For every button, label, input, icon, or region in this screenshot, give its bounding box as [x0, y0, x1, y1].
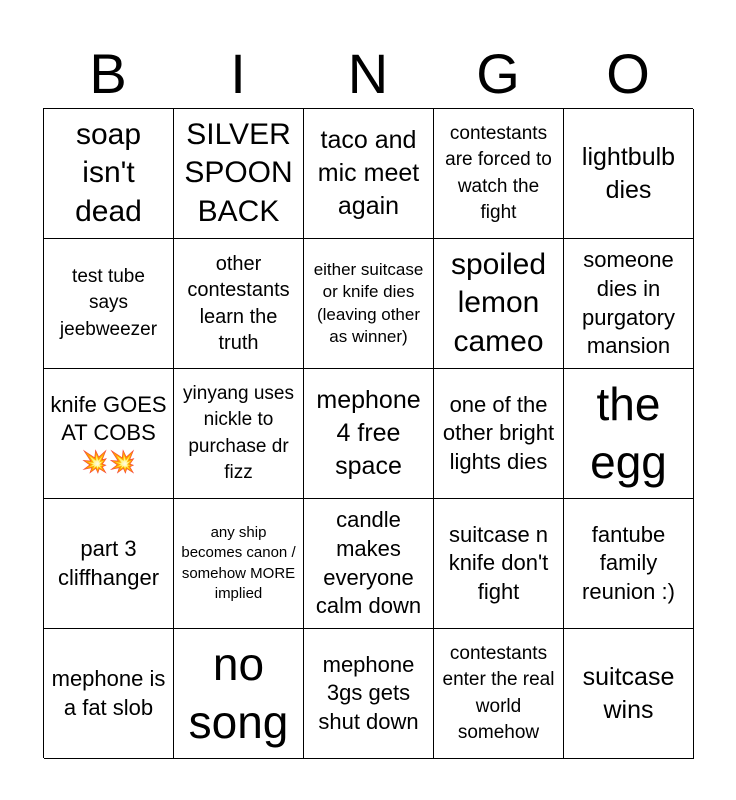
- bingo-cell-r1-c4[interactable]: [434, 109, 564, 239]
- header-letter-n: N: [347, 42, 389, 105]
- bingo-cell-r2-c2[interactable]: [174, 239, 304, 369]
- bingo-cell-r1-c2[interactable]: [174, 109, 304, 239]
- bingo-cell-r3-c1[interactable]: [44, 369, 174, 499]
- cell-text: contestants are forced to watch the fight: [445, 123, 552, 223]
- cell-text: suitcase wins: [582, 662, 675, 724]
- cell-text: contestants enter the real world somehow: [442, 643, 555, 743]
- cell-text: mephone 4 free space: [316, 386, 421, 480]
- cell-text: soap isn't dead: [75, 117, 142, 228]
- cell-text: knife GOES AT COBS💥💥: [50, 391, 167, 474]
- cell-text: SILVER SPOON BACK: [184, 117, 293, 228]
- header-letter-i: I: [230, 42, 246, 105]
- bingo-cell-r4-c3[interactable]: [304, 499, 434, 629]
- bingo-cell-r2-c4[interactable]: [434, 239, 564, 369]
- bingo-cell-r3-c2[interactable]: [174, 369, 304, 499]
- cell-text: spoiled lemon cameo: [450, 247, 547, 358]
- header-letter-b: B: [89, 42, 127, 105]
- bingo-cell-r4-c5[interactable]: [564, 499, 694, 629]
- bingo-cell-r3-c4[interactable]: [434, 369, 564, 499]
- bingo-cell-r4-c1[interactable]: [44, 499, 174, 629]
- bingo-board: [43, 108, 693, 758]
- cell-text: test tube says jeebweezer: [59, 266, 158, 340]
- header-letter-o: O: [606, 42, 650, 105]
- cell-text: fantube family reunion :): [582, 521, 675, 604]
- cell-text: one of the other bright lights dies: [442, 391, 555, 474]
- bingo-cell-r5-c5[interactable]: [564, 629, 694, 759]
- bingo-cell-r2-c3[interactable]: [304, 239, 434, 369]
- cell-text: yinyang uses nickle to purchase dr fizz: [183, 383, 294, 483]
- cell-text: other contestants learn the truth: [187, 252, 290, 354]
- bingo-cell-r5-c1[interactable]: [44, 629, 174, 759]
- cell-text: mephone 3gs gets shut down: [318, 651, 419, 734]
- bingo-cell-r1-c1[interactable]: [44, 109, 174, 239]
- bingo-cell-r5-c4[interactable]: [434, 629, 564, 759]
- cell-text: no song: [188, 638, 289, 748]
- cell-text: either suitcase or knife dies (leaving other as winner): [313, 260, 424, 346]
- bingo-cell-r4-c2[interactable]: [174, 499, 304, 629]
- bingo-cell-r2-c1[interactable]: [44, 239, 174, 369]
- bingo-cell-r3-c3[interactable]: [304, 369, 434, 499]
- cell-text: any ship becomes canon / somehow MORE implied: [181, 524, 296, 602]
- bingo-cell-r4-c4[interactable]: [434, 499, 564, 629]
- cell-text: lightbulb dies: [581, 142, 676, 204]
- cell-text: part 3 cliffhanger: [57, 535, 160, 590]
- bingo-cell-r1-c5[interactable]: [564, 109, 694, 239]
- cell-text: candle makes everyone calm down: [315, 507, 422, 619]
- cell-text: the egg: [590, 378, 667, 488]
- bingo-cell-r3-c5[interactable]: [564, 369, 694, 499]
- cell-text: someone dies in purgatory mansion: [582, 247, 675, 359]
- bingo-cell-r5-c2[interactable]: [174, 629, 304, 759]
- bingo-header: [43, 40, 693, 108]
- bingo-cell-r1-c3[interactable]: [304, 109, 434, 239]
- cell-text: mephone is a fat slob: [51, 665, 166, 720]
- bingo-cell-r5-c3[interactable]: [304, 629, 434, 759]
- cell-text: suitcase n knife don't fight: [448, 521, 549, 604]
- bingo-cell-r2-c5[interactable]: [564, 239, 694, 369]
- header-letter-g: G: [476, 42, 520, 105]
- cell-text: taco and mic meet again: [317, 126, 420, 220]
